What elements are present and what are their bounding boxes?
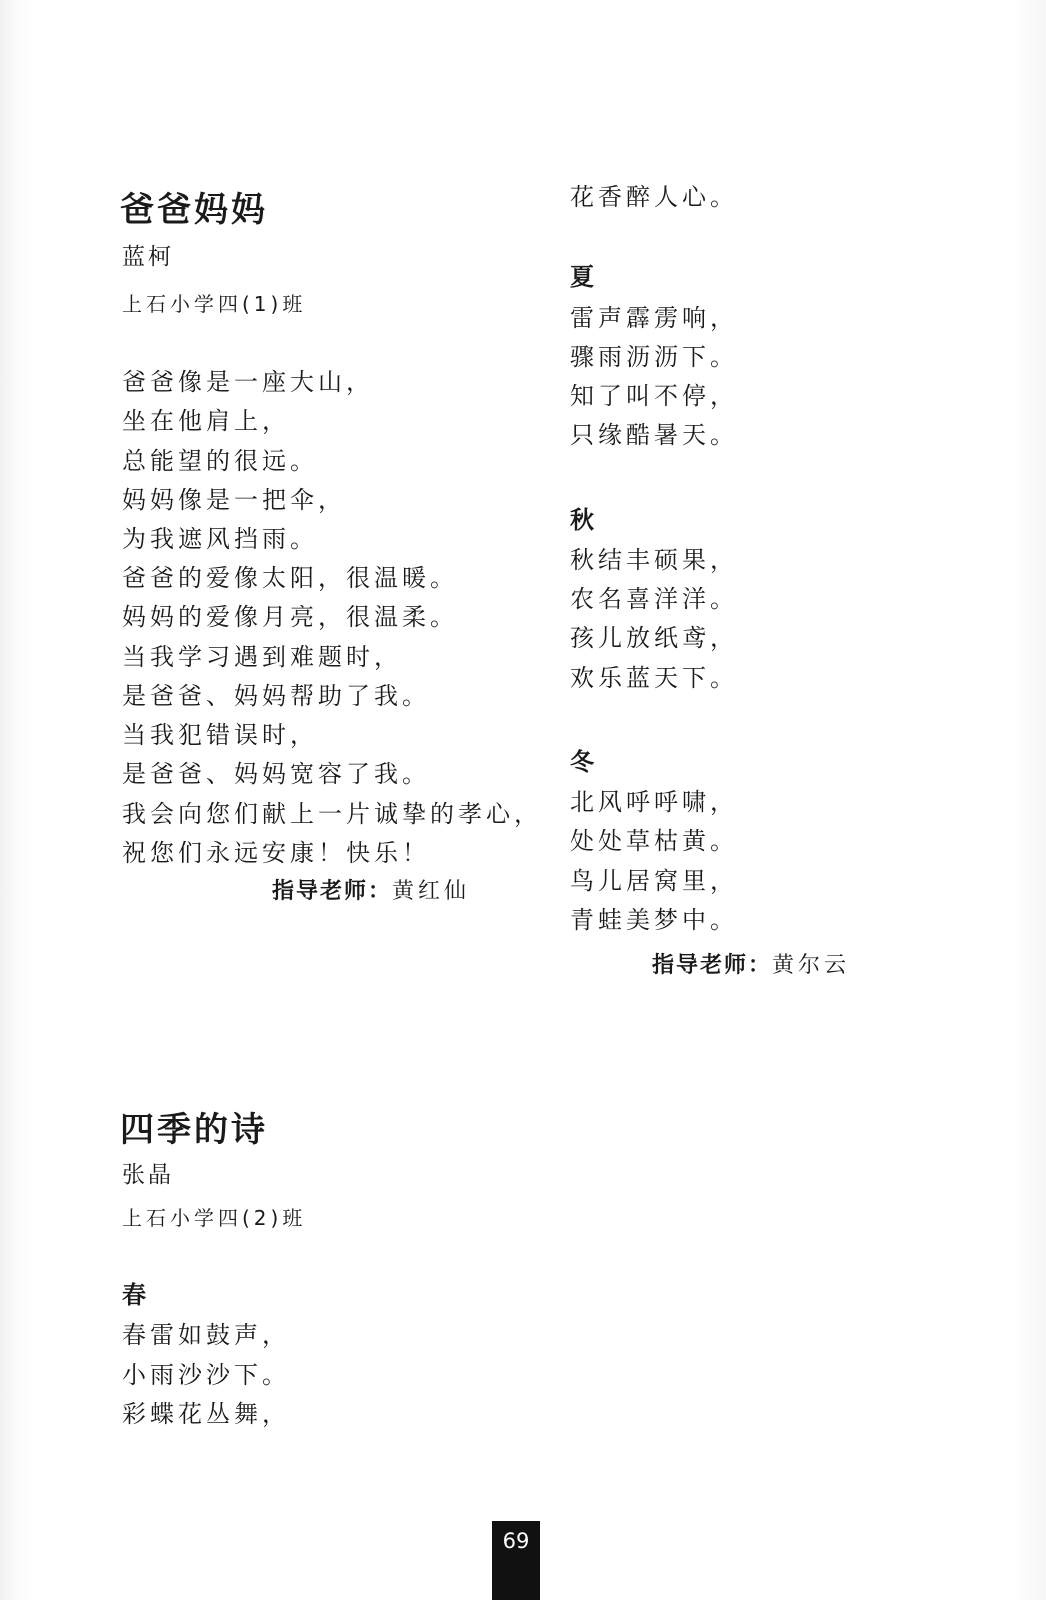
poem-line: 当我学习遇到难题时， (122, 643, 402, 671)
poem-line: 小雨沙沙下。 (122, 1361, 290, 1389)
poem-line: 当我犯错误时， (122, 721, 318, 749)
poem-line: 花香醉人心。 (570, 183, 738, 211)
teacher-credit (652, 951, 850, 981)
teacher-label: 指导老师： (272, 879, 393, 904)
teacher-label: 指导老师： (652, 953, 773, 978)
poem-line: 鸟儿居窝里， (570, 867, 738, 895)
poem-line: 为我遮风挡雨。 (122, 525, 318, 553)
poem-line: 爸爸的爱像太阳，很温暖。 (122, 564, 458, 592)
poem-author: 蓝柯 (122, 244, 174, 270)
poem-title: 爸爸妈妈 (120, 190, 268, 230)
season-heading-spring: 春 (122, 1281, 146, 1309)
poem-line: 只缘酷暑天。 (570, 421, 738, 449)
season-heading-winter: 冬 (570, 748, 594, 776)
teacher-name: 黄红仙 (392, 879, 471, 904)
poem-line: 祝您们永远安康！快乐！ (122, 839, 430, 867)
poem-line: 坐在他肩上， (122, 407, 290, 435)
page-number: 69 (492, 1521, 540, 1600)
poem-line: 妈妈的爱像月亮，很温柔。 (122, 603, 458, 631)
season-heading-summer: 夏 (570, 263, 594, 291)
poem-line: 欢乐蓝天下。 (570, 664, 738, 692)
poem-line: 秋结丰硕果， (570, 546, 738, 574)
poem-school: 上石小学四(1)班 (122, 292, 307, 316)
poem-author: 张晶 (122, 1162, 174, 1188)
poem-line: 雷声霹雳响， (570, 304, 738, 332)
poem-line: 农名喜洋洋。 (570, 585, 738, 613)
poem-line: 孩儿放纸鸢， (570, 624, 738, 652)
poem-line: 骤雨沥沥下。 (570, 343, 738, 371)
poem-line: 彩蝶花丛舞， (122, 1400, 290, 1428)
teacher-credit (272, 877, 470, 907)
poem-line: 处处草枯黄。 (570, 827, 738, 855)
poem-line: 知了叫不停， (570, 382, 738, 410)
poem-line: 春雷如鼓声， (122, 1321, 290, 1349)
poem-line: 我会向您们献上一片诚挚的孝心， (122, 800, 542, 828)
poem-line: 是爸爸、妈妈帮助了我。 (122, 682, 430, 710)
poem-line: 妈妈像是一把伞， (122, 486, 346, 514)
poem-title: 四季的诗 (120, 1110, 268, 1150)
poem-school: 上石小学四(2)班 (122, 1206, 307, 1230)
poem-line: 总能望的很远。 (122, 447, 318, 475)
season-heading-autumn: 秋 (570, 506, 594, 534)
poem-line: 爸爸像是一座大山， (122, 368, 374, 396)
poem-line: 北风呼呼啸， (570, 788, 738, 816)
poem-line: 青蛙美梦中。 (570, 906, 738, 934)
teacher-name: 黄尔云 (772, 953, 851, 978)
poem-line: 是爸爸、妈妈宽容了我。 (122, 760, 430, 788)
